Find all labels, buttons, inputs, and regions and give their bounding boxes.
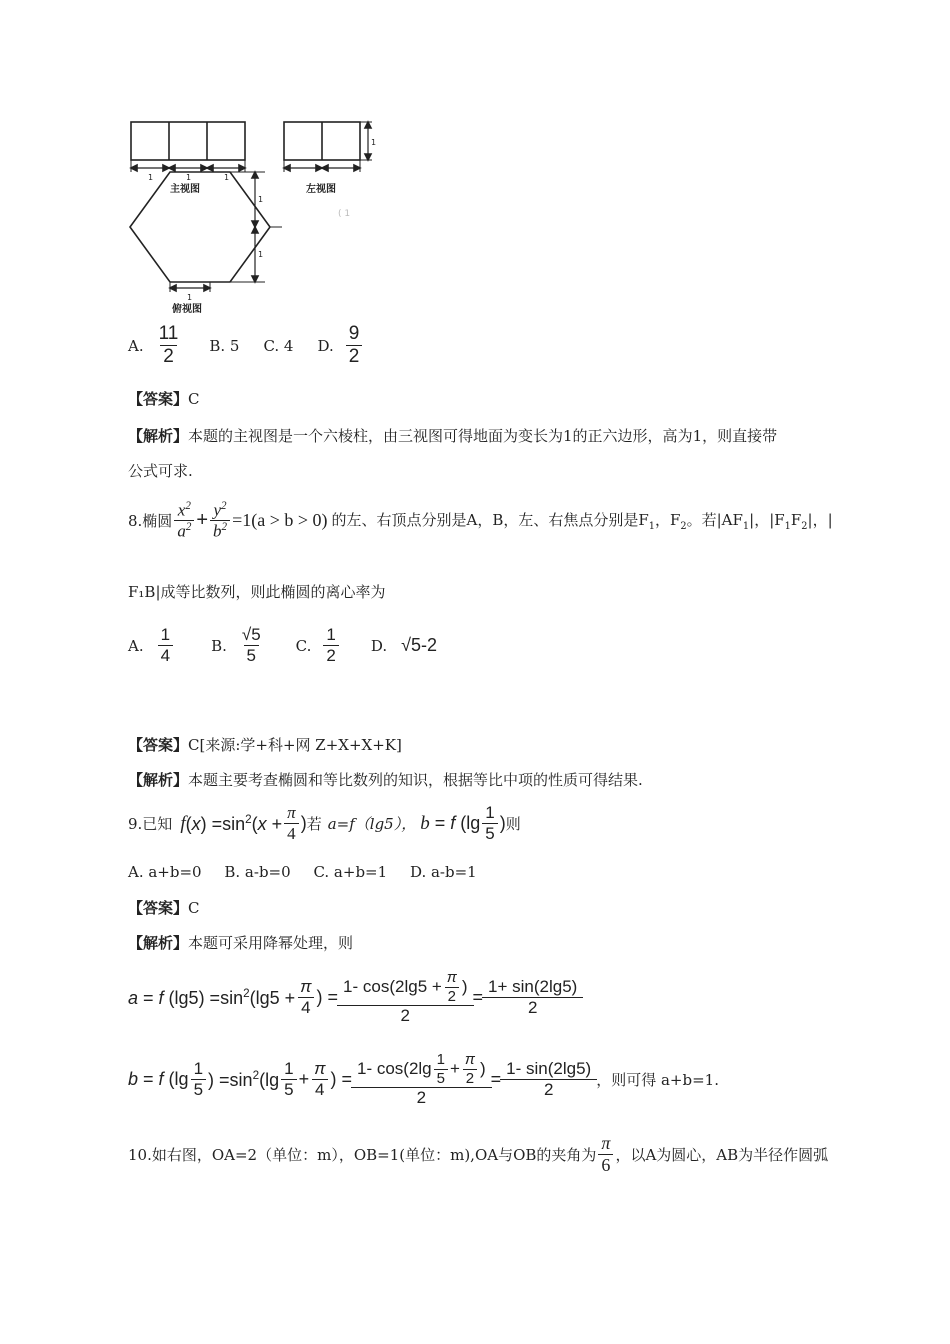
left-view	[284, 122, 372, 172]
q9-ruo: 若	[306, 815, 322, 834]
q7-option-d-den: 2	[346, 345, 363, 368]
q8-equation-tail: =1(a > b > 0)	[232, 510, 328, 531]
q7-answer	[128, 388, 200, 409]
q9-conclusion: ，则可得 a+b=1.	[596, 1071, 719, 1090]
q7-option-d-label: D.	[317, 336, 334, 355]
q9-number: 9.已知	[128, 815, 173, 834]
q8-option-a-label: A.	[128, 636, 144, 655]
q8-answer	[128, 734, 402, 755]
q7-options	[128, 324, 364, 368]
left-view-label: 左视图	[306, 184, 336, 195]
q9-analysis-text: 本题可采用降幂处理，则	[188, 934, 354, 952]
q8-y-term: $\frac{y^2}{b^2}$	[210, 500, 230, 542]
q7-option-d-fraction	[346, 324, 363, 368]
q9-options	[128, 863, 477, 881]
q8-analysis	[128, 769, 643, 790]
q8-option-b-label: B.	[211, 636, 227, 655]
q7-answer-value: C	[188, 390, 200, 408]
q9-option-d: D. a-b=1	[409, 863, 477, 881]
q8-option-d-label: D.	[370, 636, 388, 655]
q8-analysis-tag: 【解析】	[128, 771, 189, 789]
q10-text1: 10.如右图，OA=2（单位：m），OB=1(单位：m),OA与OB的夹角为	[128, 1146, 597, 1165]
q9-answer-value: C	[188, 899, 200, 917]
q8-x-term: $\frac{x^2}{a^2}$	[174, 500, 194, 542]
q9-option-a: A. a+b=0	[128, 863, 202, 881]
q7-option-a-num: 11	[158, 323, 179, 344]
q9-equation-a: a = f $(\lg 5) =\sin^2(\lg 5$ + $\frac{\pi}{4}$ ) = 1- cos(2lg5 + $\frac{\pi}{2}$ ) 2 = $\frac{1+ \sin(2\lg 5)}{2}$	[128, 970, 582, 1025]
front-dim-1: 1	[148, 173, 154, 182]
q9-equation-b: b = f (lg $\frac{1}{5}$ ) $=\sin^2(\lg$ $\frac{1}{5}$ + $\frac{\pi}{4}$ ) = 1- cos(2lg $\frac{1}{5}$ + $\frac{\pi}{2}$ ) 2 = $\frac{1- \sin(2\lg 5)}{2}$ ，则可得 a+b=1.	[128, 1051, 719, 1107]
q8-number: 8.椭圆	[128, 512, 173, 531]
q8-option-c-label: C.	[295, 636, 312, 655]
q7-analysis-line2: 公式可求.	[128, 462, 193, 480]
q9-analysis	[128, 932, 353, 953]
q10-text2: ，以A为圆心，AB为半径作圆弧	[615, 1146, 829, 1165]
q7-answer-tag: 【答案】	[128, 390, 189, 408]
q8-option-a-fraction: $\frac{1}{4}$	[158, 626, 173, 665]
top-dim-width: 1	[187, 293, 193, 302]
left-dim-height: 1	[371, 138, 377, 147]
q7-option-b: B. 5	[209, 336, 240, 355]
q7-analysis-tag: 【解析】	[128, 427, 189, 445]
q9-option-b: B. a-b=0	[224, 863, 291, 881]
front-view-label: 主视图	[170, 184, 200, 195]
q8-analysis-text: 本题主要考查椭圆和等比数列的知识，根据等比中项的性质可得结果.	[188, 771, 643, 789]
q9-b-def: b	[420, 812, 430, 834]
front-dim-2: 1	[186, 173, 192, 182]
top-view-label: 俯视图	[172, 304, 202, 315]
q10-angle-fraction: $\frac{\pi}{6}$	[598, 1134, 613, 1175]
front-dim-3: 1	[224, 173, 230, 182]
q9-analysis-tag: 【解析】	[128, 934, 189, 952]
q8-option-b-fraction: $\frac{√5}{5}$	[241, 625, 261, 665]
q9-answer-tag: 【答案】	[128, 899, 189, 917]
three-view-diagram	[120, 112, 380, 317]
top-view	[130, 172, 282, 292]
q7-option-a-den: 2	[160, 345, 177, 368]
q7-analysis-line1	[128, 425, 777, 446]
q9-a-def: a=f（lg5），	[327, 815, 417, 834]
q9-stem: 9.已知 f $(x) =\sin^2(x$ + $\frac{\pi}{4}$ ) 若 a=f（lg5）， b = f (lg $\frac{1}{5}$ ) 则	[128, 803, 521, 843]
q7-option-a-label: A.	[128, 336, 144, 355]
q8-text-a: 的左、右顶点分别是A，B，左、右焦点分别是$F_1$，$F_2$。若$|AF_1|$，$|F_1F_2|$，|	[331, 511, 833, 533]
front-view	[131, 122, 245, 172]
q8-answer-tag: 【答案】	[128, 736, 189, 754]
q7-option-a-fraction	[156, 324, 182, 368]
q8-option-c-fraction: $\frac{1}{2}$	[323, 626, 338, 665]
q9-ze: 则	[505, 815, 521, 834]
q7-option-d-num: 9	[348, 323, 360, 344]
top-dim-lower: 1	[258, 250, 264, 259]
q7-analysis-text: 本题的主视图是一个六棱柱，由三视图可得地面为变长为1的正六边形，高为1，则直接带	[188, 427, 778, 445]
q8-option-d-value: √5-2	[401, 635, 438, 656]
top-dim-upper: 1	[258, 195, 264, 204]
q8-answer-value: C[来源:学+科+网 Z+X+X+K]	[188, 736, 402, 754]
q8-options	[128, 626, 437, 665]
q9-function-def: f	[180, 812, 186, 834]
q8-stem-line1: 8.椭圆 $\frac{x^2}{a^2}$ + $\frac{y^2}{b^2}$ =1(a > b > 0) 的左、右顶点分别是A，B，左、右焦点分别是$F_1$，$F_2$。若$|AF_1|$，$|F_1F_2|$，|	[128, 500, 833, 541]
q10-stem	[128, 1134, 828, 1175]
q9-answer	[128, 897, 200, 918]
q8-stem-line2: F₁B|成等比数列，则此椭圆的离心率为	[128, 583, 386, 601]
faint-mark: ( 1	[338, 209, 351, 219]
q9-option-c: C. a+b=1	[313, 863, 388, 881]
q7-option-c: C. 4	[263, 336, 294, 355]
